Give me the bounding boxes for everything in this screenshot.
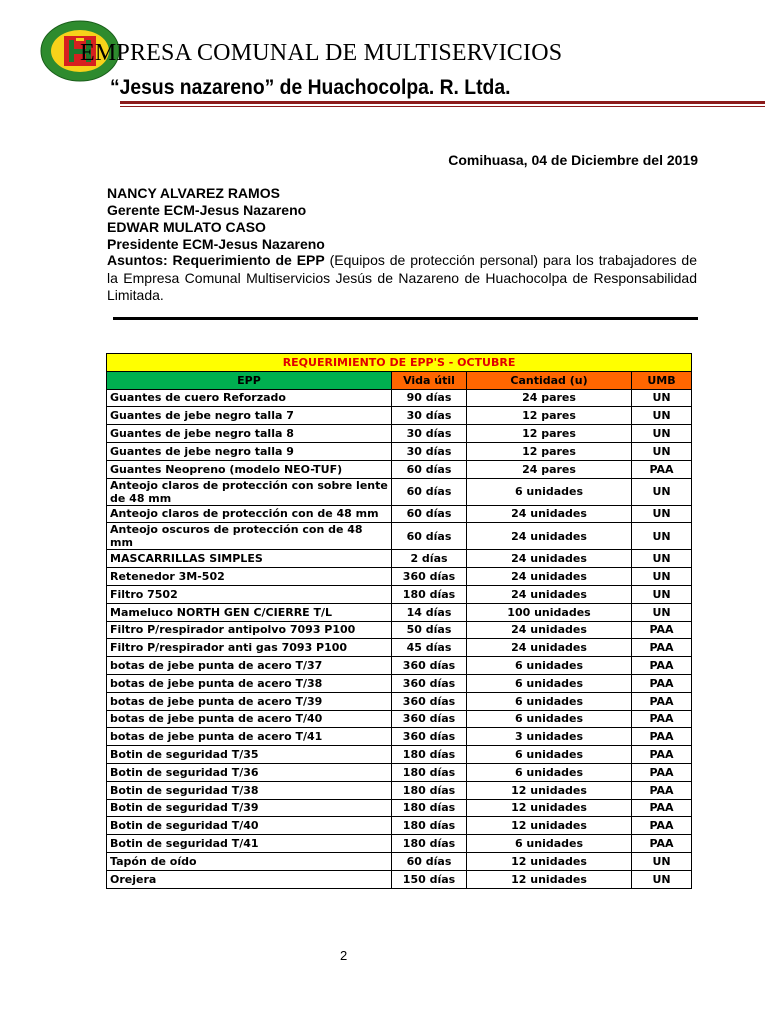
table-row xyxy=(107,728,692,746)
cell-cantidad: 12 unidades xyxy=(467,852,632,870)
cell-cantidad: 12 unidades xyxy=(467,799,632,817)
cell-epp: Botin de seguridad T/39 xyxy=(107,799,392,817)
table-title: REQUERIMIENTO DE EPP'S - OCTUBRE xyxy=(107,354,692,372)
cell-umb: PAA xyxy=(632,657,692,675)
cell-vida-util: 50 días xyxy=(392,621,467,639)
cell-umb: UN xyxy=(632,425,692,443)
subject-label: Asuntos: Requerimiento de EPP xyxy=(107,252,325,268)
table-row xyxy=(107,425,692,443)
cell-cantidad: 24 pares xyxy=(467,460,632,478)
cell-epp: botas de jebe punta de acero T/40 xyxy=(107,710,392,728)
cell-umb: PAA xyxy=(632,728,692,746)
cell-epp: Anteojo oscuros de protección con de 48 mm xyxy=(107,523,392,550)
table-row xyxy=(107,657,692,675)
table-row xyxy=(107,710,692,728)
cell-cantidad: 12 unidades xyxy=(467,870,632,888)
cell-epp: Tapón de oído xyxy=(107,852,392,870)
cell-cantidad: 24 unidades xyxy=(467,568,632,586)
table-title-row xyxy=(107,354,692,372)
cell-epp: Filtro 7502 xyxy=(107,585,392,603)
addressee-name-2: EDWAR MULATO CASO xyxy=(107,219,266,235)
table-row xyxy=(107,674,692,692)
addressee-block xyxy=(107,185,325,253)
cell-umb: PAA xyxy=(632,763,692,781)
cell-cantidad: 24 unidades xyxy=(467,550,632,568)
cell-vida-util: 14 días xyxy=(392,603,467,621)
subject-text: (Equipos de protección personal) para los trabajadores de la Empresa Comunal Multiservicios Jesús de Nazareno de Huachocolpa de Responsabilidad Limitada. xyxy=(107,252,697,303)
subject-paragraph xyxy=(107,252,697,305)
page-number: 2 xyxy=(340,948,348,963)
table-row xyxy=(107,781,692,799)
cell-epp: Botin de seguridad T/41 xyxy=(107,835,392,853)
cell-epp: Botin de seguridad T/35 xyxy=(107,746,392,764)
letter-date: Comihuasa, 04 de Diciembre del 2019 xyxy=(448,152,698,168)
cell-cantidad: 24 unidades xyxy=(467,585,632,603)
table-row xyxy=(107,550,692,568)
cell-cantidad: 6 unidades xyxy=(467,710,632,728)
table-row xyxy=(107,763,692,781)
cell-epp: botas de jebe punta de acero T/41 xyxy=(107,728,392,746)
cell-vida-util: 60 días xyxy=(392,478,467,505)
cell-epp: Guantes de jebe negro talla 9 xyxy=(107,442,392,460)
cell-cantidad: 3 unidades xyxy=(467,728,632,746)
cell-umb: PAA xyxy=(632,835,692,853)
cell-vida-util: 90 días xyxy=(392,389,467,407)
table-row xyxy=(107,523,692,550)
cell-vida-util: 360 días xyxy=(392,568,467,586)
cell-umb: PAA xyxy=(632,710,692,728)
header-rule xyxy=(120,101,765,104)
cell-cantidad: 12 pares xyxy=(467,425,632,443)
company-name: EMPRESA COMUNAL DE MULTISERVICIOS xyxy=(80,40,563,66)
cell-epp: Botin de seguridad T/36 xyxy=(107,763,392,781)
cell-cantidad: 24 unidades xyxy=(467,639,632,657)
cell-vida-util: 180 días xyxy=(392,781,467,799)
cell-vida-util: 180 días xyxy=(392,763,467,781)
cell-vida-util: 45 días xyxy=(392,639,467,657)
cell-epp: Orejera xyxy=(107,870,392,888)
cell-cantidad: 24 unidades xyxy=(467,505,632,523)
cell-umb: UN xyxy=(632,523,692,550)
cell-cantidad: 24 pares xyxy=(467,389,632,407)
header-vida-util: Vida útil xyxy=(392,371,467,389)
cell-epp: Retenedor 3M-502 xyxy=(107,568,392,586)
table-row xyxy=(107,478,692,505)
table-row xyxy=(107,407,692,425)
cell-epp: Mameluco NORTH GEN C/CIERRE T/L xyxy=(107,603,392,621)
cell-cantidad: 24 unidades xyxy=(467,523,632,550)
cell-vida-util: 360 días xyxy=(392,657,467,675)
cell-epp: botas de jebe punta de acero T/39 xyxy=(107,692,392,710)
cell-vida-util: 360 días xyxy=(392,692,467,710)
cell-vida-util: 30 días xyxy=(392,407,467,425)
cell-cantidad: 12 unidades xyxy=(467,781,632,799)
cell-vida-util: 150 días xyxy=(392,870,467,888)
cell-epp: Guantes Neopreno (modelo NEO-TUF) xyxy=(107,460,392,478)
cell-vida-util: 180 días xyxy=(392,585,467,603)
cell-vida-util: 180 días xyxy=(392,799,467,817)
cell-umb: UN xyxy=(632,505,692,523)
cell-epp: Guantes de jebe negro talla 7 xyxy=(107,407,392,425)
cell-cantidad: 6 unidades xyxy=(467,674,632,692)
cell-vida-util: 60 días xyxy=(392,523,467,550)
cell-umb: PAA xyxy=(632,674,692,692)
cell-umb: PAA xyxy=(632,621,692,639)
cell-cantidad: 12 unidades xyxy=(467,817,632,835)
cell-umb: PAA xyxy=(632,817,692,835)
header-epp: EPP xyxy=(107,371,392,389)
cell-umb: UN xyxy=(632,870,692,888)
cell-cantidad: 6 unidades xyxy=(467,692,632,710)
cell-epp: Guantes de jebe negro talla 8 xyxy=(107,425,392,443)
cell-vida-util: 360 días xyxy=(392,710,467,728)
cell-cantidad: 6 unidades xyxy=(467,835,632,853)
cell-umb: UN xyxy=(632,407,692,425)
table-row xyxy=(107,568,692,586)
table-row xyxy=(107,442,692,460)
cell-epp: botas de jebe punta de acero T/38 xyxy=(107,674,392,692)
cell-vida-util: 30 días xyxy=(392,442,467,460)
addressee-role-1: Gerente ECM-Jesus Nazareno xyxy=(107,202,307,218)
cell-umb: PAA xyxy=(632,639,692,657)
cell-umb: PAA xyxy=(632,460,692,478)
cell-cantidad: 6 unidades xyxy=(467,763,632,781)
cell-cantidad: 12 pares xyxy=(467,442,632,460)
table-row xyxy=(107,692,692,710)
cell-umb: UN xyxy=(632,603,692,621)
cell-umb: UN xyxy=(632,478,692,505)
cell-umb: PAA xyxy=(632,799,692,817)
table-row xyxy=(107,621,692,639)
epp-table xyxy=(106,353,692,889)
company-subtitle: “Jesus nazareno” de Huachocolpa. R. Ltda. xyxy=(110,76,511,99)
table-row xyxy=(107,799,692,817)
cell-umb: UN xyxy=(632,550,692,568)
addressee-name-1: NANCY ALVAREZ RAMOS xyxy=(107,185,280,201)
cell-epp: Filtro P/respirador antipolvo 7093 P100 xyxy=(107,621,392,639)
table-row xyxy=(107,852,692,870)
header-umb: UMB xyxy=(632,371,692,389)
cell-umb: UN xyxy=(632,442,692,460)
table-row xyxy=(107,505,692,523)
header-rule-thin xyxy=(120,106,765,107)
table-row xyxy=(107,835,692,853)
cell-cantidad: 6 unidades xyxy=(467,746,632,764)
cell-cantidad: 6 unidades xyxy=(467,478,632,505)
header-cantidad: Cantidad (u) xyxy=(467,371,632,389)
cell-vida-util: 180 días xyxy=(392,817,467,835)
cell-epp: Filtro P/respirador anti gas 7093 P100 xyxy=(107,639,392,657)
cell-vida-util: 2 días xyxy=(392,550,467,568)
cell-epp: botas de jebe punta de acero T/37 xyxy=(107,657,392,675)
cell-vida-util: 30 días xyxy=(392,425,467,443)
cell-umb: PAA xyxy=(632,692,692,710)
cell-cantidad: 24 unidades xyxy=(467,621,632,639)
cell-umb: UN xyxy=(632,389,692,407)
cell-epp: Botin de seguridad T/38 xyxy=(107,781,392,799)
cell-vida-util: 180 días xyxy=(392,835,467,853)
cell-epp: Guantes de cuero Reforzado xyxy=(107,389,392,407)
cell-vida-util: 360 días xyxy=(392,728,467,746)
cell-umb: UN xyxy=(632,585,692,603)
cell-umb: PAA xyxy=(632,781,692,799)
table-row xyxy=(107,603,692,621)
cell-cantidad: 6 unidades xyxy=(467,657,632,675)
cell-cantidad: 100 unidades xyxy=(467,603,632,621)
section-divider xyxy=(113,317,698,320)
cell-vida-util: 180 días xyxy=(392,746,467,764)
cell-epp: Botin de seguridad T/40 xyxy=(107,817,392,835)
cell-vida-util: 360 días xyxy=(392,674,467,692)
cell-vida-util: 60 días xyxy=(392,505,467,523)
cell-umb: PAA xyxy=(632,746,692,764)
table-row xyxy=(107,389,692,407)
cell-cantidad: 12 pares xyxy=(467,407,632,425)
table-row xyxy=(107,746,692,764)
cell-epp: Anteojo claros de protección con sobre lente de 48 mm xyxy=(107,478,392,505)
table-row xyxy=(107,460,692,478)
cell-epp: MASCARRILLAS SIMPLES xyxy=(107,550,392,568)
cell-epp: Anteojo claros de protección con de 48 mm xyxy=(107,505,392,523)
cell-vida-util: 60 días xyxy=(392,852,467,870)
cell-vida-util: 60 días xyxy=(392,460,467,478)
table-row xyxy=(107,817,692,835)
table-row xyxy=(107,639,692,657)
table-row xyxy=(107,870,692,888)
table-row xyxy=(107,585,692,603)
cell-umb: UN xyxy=(632,852,692,870)
table-header-row xyxy=(107,371,692,389)
cell-umb: UN xyxy=(632,568,692,586)
addressee-role-2: Presidente ECM-Jesus Nazareno xyxy=(107,236,325,252)
